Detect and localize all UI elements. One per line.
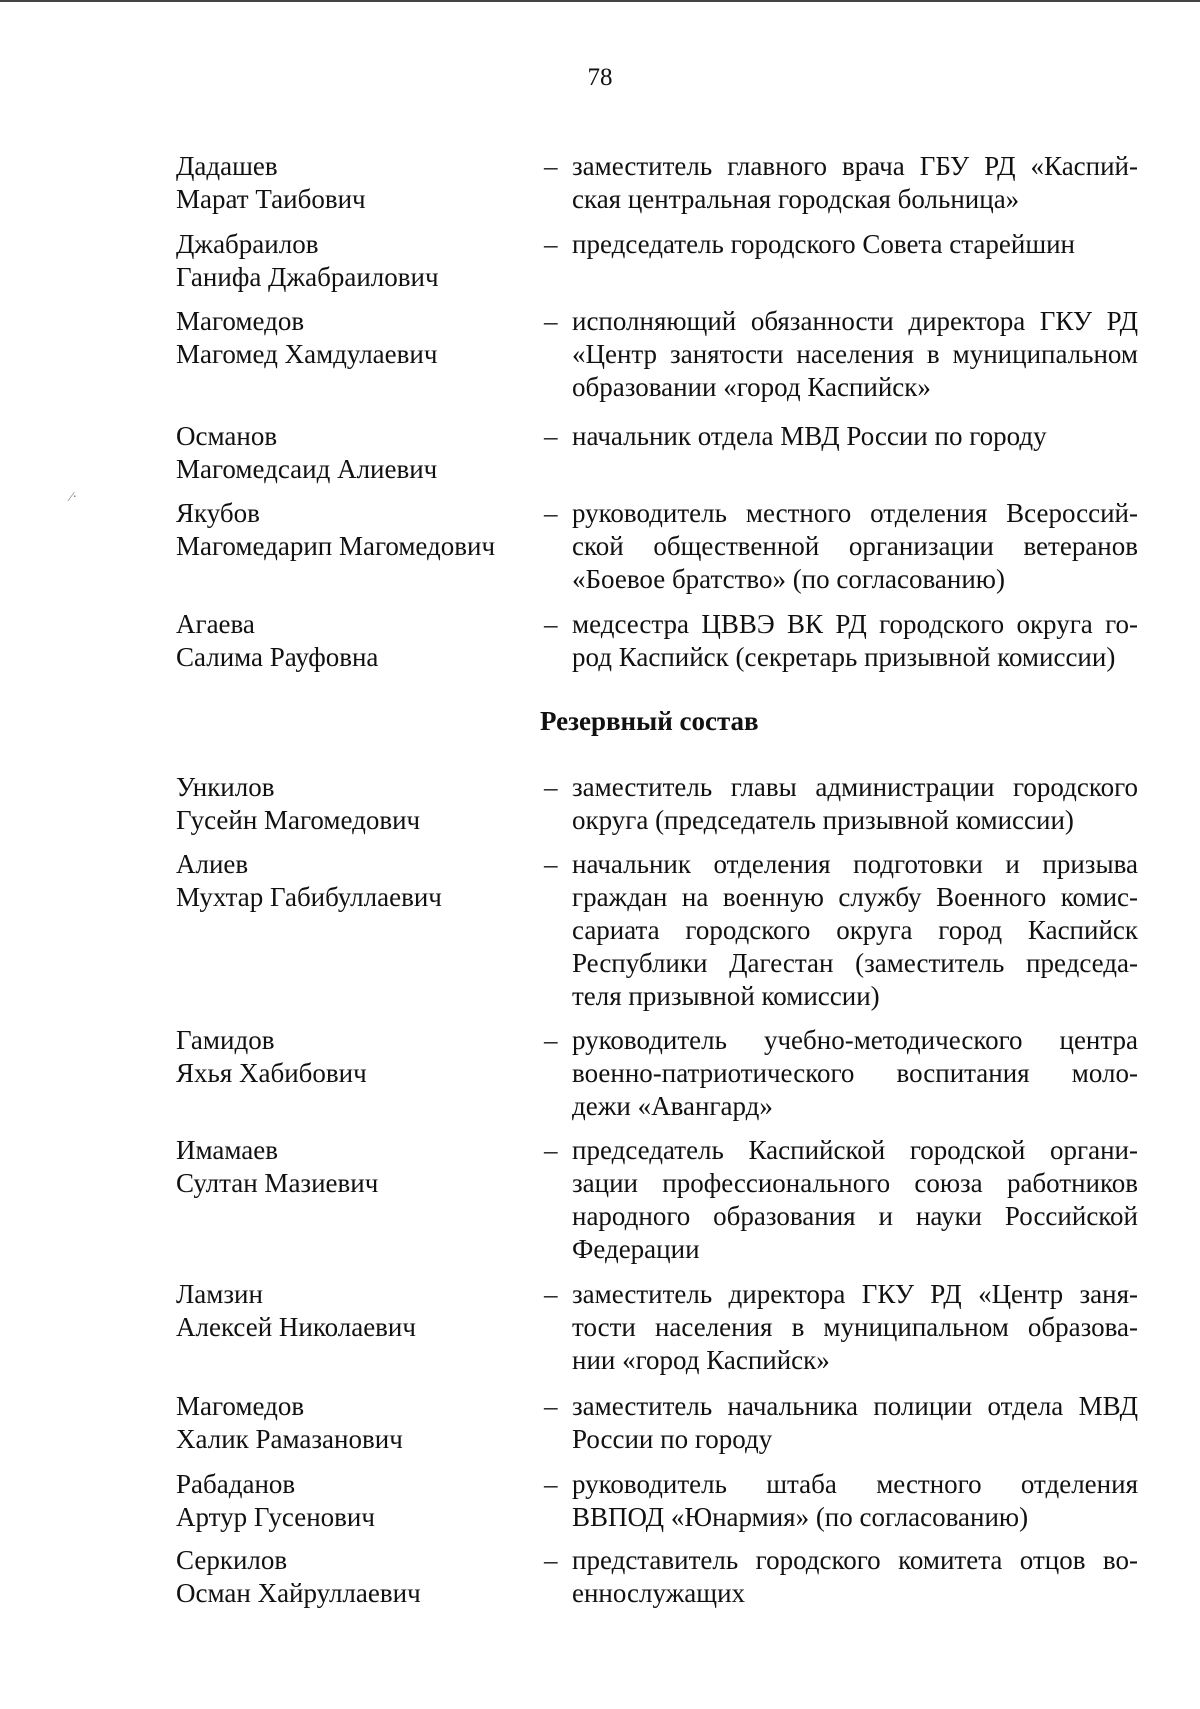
member-name bbox=[176, 1468, 536, 1534]
member-surname: Гамидов bbox=[176, 1025, 275, 1055]
role-line: образовании «город Каспийск» bbox=[572, 372, 931, 402]
role-line: военно-патриотического воспитания моло- bbox=[572, 1058, 1138, 1088]
role-line: представитель городского комитета отцов во- bbox=[572, 1545, 1138, 1575]
role-line: народного образования и науки Российской bbox=[572, 1201, 1138, 1231]
member-name bbox=[176, 420, 536, 486]
member-given-name: Осман Хайруллаевич bbox=[176, 1578, 421, 1608]
member-name bbox=[176, 608, 536, 674]
role-line: Федерации bbox=[572, 1234, 700, 1264]
member-surname: Джабраилов bbox=[176, 229, 319, 259]
member-surname: Ункилов bbox=[176, 772, 275, 802]
member-given-name: Магомедарип Магомедович bbox=[176, 531, 496, 561]
member-given-name: Марат Таибович bbox=[176, 184, 366, 214]
member-name bbox=[176, 1544, 536, 1610]
member-given-name: Алексей Николаевич bbox=[176, 1312, 416, 1342]
member-given-name: Магомед Хамдулаевич bbox=[176, 339, 438, 369]
member-surname: Имамаев bbox=[176, 1135, 279, 1165]
member-role bbox=[572, 420, 1138, 453]
member-name bbox=[176, 1024, 536, 1090]
member-given-name: Артур Гусенович bbox=[176, 1502, 375, 1532]
member-surname: Ламзин bbox=[176, 1279, 263, 1309]
role-line: род Каспийск (секретарь призывной комиссии) bbox=[572, 642, 1116, 672]
member-surname: Алиев bbox=[176, 849, 249, 879]
member-given-name: Султан Мазиевич bbox=[176, 1168, 379, 1198]
role-line: ской общественной организации ветеранов bbox=[572, 531, 1138, 561]
dash-separator: – bbox=[544, 1469, 558, 1499]
member-role bbox=[572, 1278, 1138, 1377]
dash-separator: – bbox=[544, 849, 558, 879]
member-name bbox=[176, 150, 536, 216]
role-line: руководитель местного отделения Всероссий- bbox=[572, 498, 1138, 528]
role-line: ская центральная городская больница» bbox=[572, 184, 1020, 214]
role-line: заместитель главного врача ГБУ РД «Каспий- bbox=[572, 151, 1138, 181]
role-line: теля призывной комиссии) bbox=[572, 981, 880, 1011]
role-line: еннослужащих bbox=[572, 1578, 746, 1608]
role-line: дежи «Авангард» bbox=[572, 1091, 773, 1121]
member-given-name: Салима Рауфовна bbox=[176, 642, 379, 672]
role-line: сариата городского округа город Каспийск bbox=[572, 915, 1138, 945]
member-role bbox=[572, 771, 1138, 837]
role-line: граждан на военную службу Военного комис- bbox=[572, 882, 1138, 912]
dash-separator: – bbox=[544, 1135, 558, 1165]
dash-separator: – bbox=[544, 151, 558, 181]
role-line: «Боевое братство» (по согласованию) bbox=[572, 564, 1005, 594]
member-role bbox=[572, 1544, 1138, 1610]
member-role bbox=[572, 1390, 1138, 1456]
member-surname: Османов bbox=[176, 421, 278, 451]
role-line: «Центр занятости населения в муниципальном bbox=[572, 339, 1138, 369]
role-line: медсестра ЦВВЭ ВК РД городского округа го- bbox=[572, 609, 1138, 639]
member-role bbox=[572, 150, 1138, 216]
role-line: заместитель начальника полиции отдела МВД bbox=[572, 1391, 1138, 1421]
member-surname: Дадашев bbox=[176, 151, 278, 181]
role-line: тости населения в муниципальном образова- bbox=[572, 1312, 1138, 1342]
member-given-name: Гусейн Магомедович bbox=[176, 805, 421, 835]
member-surname: Агаева bbox=[176, 609, 255, 639]
page-top-edge bbox=[0, 0, 1200, 2]
role-line: округа (председатель призывной комиссии) bbox=[572, 805, 1074, 835]
member-role bbox=[572, 228, 1138, 261]
member-name bbox=[176, 848, 536, 914]
role-line: председатель городского Совета старейшин bbox=[572, 229, 1076, 259]
member-surname: Магомедов bbox=[176, 306, 305, 336]
member-role bbox=[572, 305, 1138, 404]
member-surname: Рабаданов bbox=[176, 1469, 296, 1499]
dash-separator: – bbox=[544, 609, 558, 639]
role-line: руководитель штаба местного отделения bbox=[572, 1469, 1138, 1499]
member-name bbox=[176, 1390, 536, 1456]
member-name bbox=[176, 305, 536, 371]
member-name bbox=[176, 771, 536, 837]
role-line: начальник отдела МВД России по городу bbox=[572, 421, 1047, 451]
member-given-name: Магомедсаид Алиевич bbox=[176, 454, 438, 484]
role-line: заместитель главы администрации городского bbox=[572, 772, 1138, 802]
role-line: начальник отделения подготовки и призыва bbox=[572, 849, 1138, 879]
member-name bbox=[176, 1134, 536, 1200]
dash-separator: – bbox=[544, 1545, 558, 1575]
member-role bbox=[572, 1024, 1138, 1123]
member-given-name: Мухтар Габибуллаевич bbox=[176, 882, 442, 912]
member-given-name: Халик Рамазанович bbox=[176, 1424, 403, 1454]
member-surname: Якубов bbox=[176, 498, 260, 528]
member-name bbox=[176, 1278, 536, 1344]
member-name bbox=[176, 497, 536, 563]
member-name bbox=[176, 228, 536, 294]
member-surname: Серкилов bbox=[176, 1545, 288, 1575]
member-role bbox=[572, 497, 1138, 596]
member-surname: Магомедов bbox=[176, 1391, 305, 1421]
member-role bbox=[572, 1134, 1138, 1266]
role-line: нии «город Каспийск» bbox=[572, 1345, 830, 1375]
dash-separator: – bbox=[544, 498, 558, 528]
dash-separator: – bbox=[544, 306, 558, 336]
role-line: зации профессионального союза работников bbox=[572, 1168, 1138, 1198]
reserve-section-heading: Резервный состав bbox=[540, 706, 759, 736]
dash-separator: – bbox=[544, 229, 558, 259]
role-line: Республики Дагестан (заместитель председа- bbox=[572, 948, 1138, 978]
role-line: исполняющий обязанности директора ГКУ РД bbox=[572, 306, 1138, 336]
role-line: руководитель учебно-методического центра bbox=[572, 1025, 1138, 1055]
dash-separator: – bbox=[544, 1279, 558, 1309]
member-given-name: Ганифа Джабраилович bbox=[176, 262, 439, 292]
dash-separator: – bbox=[544, 421, 558, 451]
member-role bbox=[572, 1468, 1138, 1534]
role-line: заместитель директора ГКУ РД «Центр заня- bbox=[572, 1279, 1138, 1309]
role-line: председатель Каспийской городской органи- bbox=[572, 1135, 1138, 1165]
member-given-name: Яхья Хабибович bbox=[176, 1058, 367, 1088]
member-role bbox=[572, 848, 1138, 1013]
role-line: России по городу bbox=[572, 1424, 773, 1454]
member-role bbox=[572, 608, 1138, 674]
role-line: ВВПОД «Юнармия» (по согласованию) bbox=[572, 1502, 1029, 1532]
scan-artifact-mark: ⁄· bbox=[70, 490, 77, 505]
dash-separator: – bbox=[544, 772, 558, 802]
dash-separator: – bbox=[544, 1025, 558, 1055]
page-number: 78 bbox=[587, 64, 613, 91]
dash-separator: – bbox=[544, 1391, 558, 1421]
